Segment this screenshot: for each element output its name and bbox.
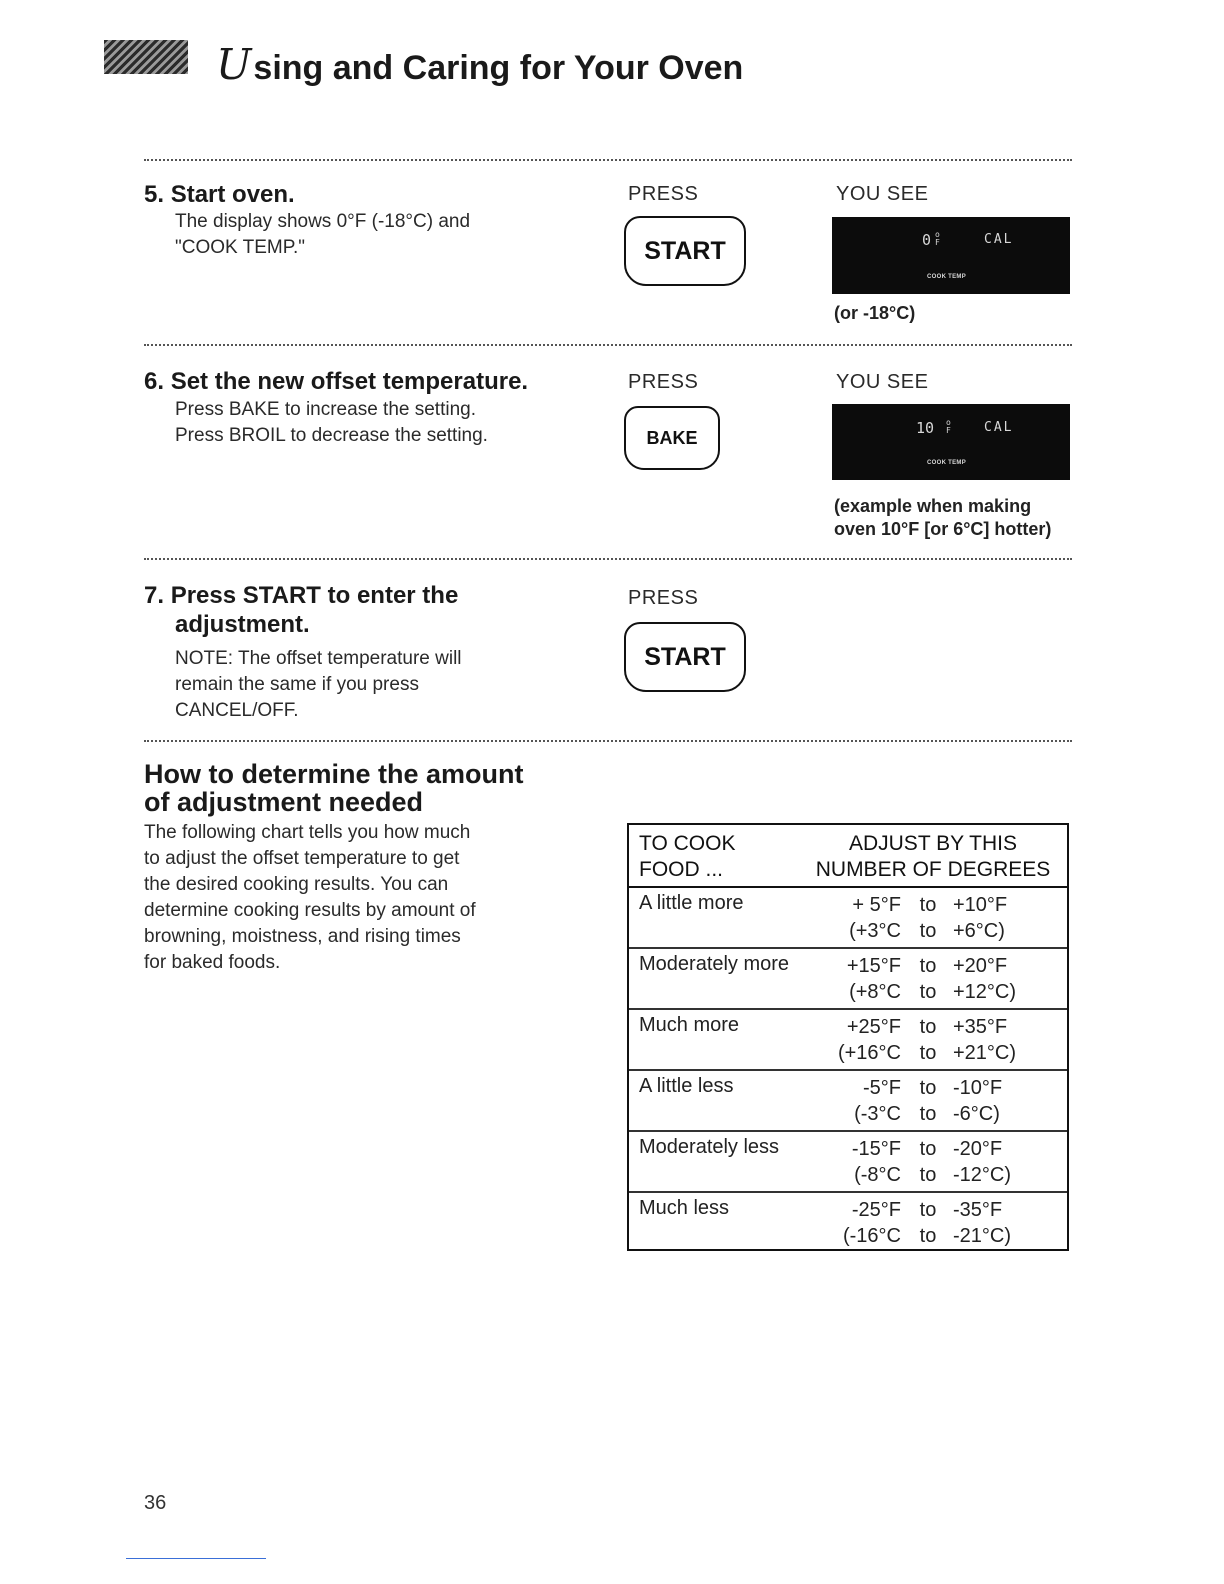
header-line: TO COOK — [639, 832, 736, 855]
step-6-caption-line: oven 10°F [or 6°C] hotter) — [834, 519, 1052, 539]
display-temperature: 10 — [916, 419, 935, 437]
row-c-from: (+8°C — [849, 981, 901, 1003]
header-line: FOOD ... — [639, 858, 723, 881]
page-title-rest: sing and Caring for Your Oven — [253, 49, 744, 87]
row-c-to: +6°C) — [953, 920, 1005, 942]
step-7-title-line: adjustment. — [175, 611, 310, 638]
step-6-caption — [834, 495, 1051, 541]
row-to: to — [919, 1138, 937, 1160]
page-title — [216, 40, 743, 89]
row-f-from: -5°F — [863, 1077, 901, 1099]
row-c-to: +12°C) — [953, 981, 1017, 1003]
row-f-to: +20°F — [953, 955, 1008, 977]
row-to: to — [919, 1199, 937, 1221]
display-unit-degree: o — [946, 418, 951, 427]
row-to: to — [919, 1225, 937, 1247]
row-food: Much less — [639, 1197, 730, 1219]
footer-rule — [126, 1558, 266, 1559]
row-to: to — [919, 1016, 937, 1038]
divider — [144, 344, 1072, 346]
step-7-note-text: The offset temperature will — [233, 648, 462, 669]
row-c-from: (+3°C — [849, 920, 901, 942]
table-header-col1 — [639, 831, 735, 883]
section-title-line: How to determine the amount — [144, 759, 524, 789]
row-c-to: +21°C) — [953, 1042, 1017, 1064]
section-body-line: for baked foods. — [144, 952, 281, 973]
row-c-from: (-16°C — [842, 1225, 901, 1247]
row-food: Moderately more — [639, 953, 790, 975]
step-5-caption: (or -18°C) — [834, 303, 916, 323]
table-header — [629, 825, 1067, 888]
display-mode: CAL — [984, 420, 1014, 435]
oven-display — [832, 404, 1070, 480]
step-7-note-label: NOTE: — [175, 648, 234, 669]
row-to: to — [919, 955, 937, 977]
display-temperature: 0 — [922, 231, 932, 249]
step-6-you-see-label: YOU SEE — [836, 371, 929, 393]
row-f-to: -35°F — [953, 1199, 1003, 1221]
step-7-body-line: remain the same if you press — [175, 674, 419, 695]
step-7-body — [175, 646, 462, 724]
row-f-to: +10°F — [953, 894, 1008, 916]
step-6-number: 6. — [144, 368, 165, 395]
row-to: to — [919, 1077, 937, 1099]
row-f-to: +35°F — [953, 1016, 1008, 1038]
section-body-line: to adjust the offset temperature to get — [144, 848, 460, 869]
table-row — [629, 888, 1067, 949]
step-5-body-line: "COOK TEMP." — [175, 237, 305, 258]
step-7-title — [144, 581, 458, 639]
step-6-title — [144, 367, 528, 396]
step-7-body-line: CANCEL/OFF. — [175, 700, 299, 721]
step-5-body — [175, 209, 470, 261]
step-7-title-line — [144, 581, 458, 610]
start-button[interactable]: START — [624, 622, 746, 692]
row-to: to — [919, 981, 937, 1003]
page-title-initial: U — [216, 40, 252, 89]
row-food: Moderately less — [639, 1136, 780, 1158]
row-c-to: -6°C) — [953, 1103, 1000, 1125]
row-f-to: -20°F — [953, 1138, 1003, 1160]
step-7-press-label: PRESS — [628, 587, 699, 609]
step-6-body-line: Press BAKE to increase the setting. — [175, 399, 476, 420]
start-button[interactable]: START — [624, 216, 746, 286]
row-to: to — [919, 920, 937, 942]
row-c-from: (-8°C — [854, 1164, 901, 1186]
row-food: A little less — [639, 1075, 734, 1097]
divider — [144, 558, 1072, 560]
step-5-body-line: The display shows 0°F (-18°C) and — [175, 211, 471, 232]
row-to: to — [919, 1042, 937, 1064]
divider — [144, 740, 1072, 742]
step-7-title-text: Press START to enter the — [170, 582, 459, 609]
bake-button[interactable]: BAKE — [624, 406, 720, 470]
step-7-number: 7. — [144, 582, 165, 609]
row-food: Much more — [639, 1014, 740, 1036]
row-f-to: -10°F — [953, 1077, 1003, 1099]
display-unit-degree: o — [935, 230, 940, 239]
display-cook-temp-label: COOK TEMP — [927, 274, 967, 280]
row-f-from: + 5°F — [852, 894, 901, 916]
row-f-from: -25°F — [851, 1199, 901, 1221]
row-c-from: (+16°C — [837, 1042, 901, 1064]
row-f-from: -15°F — [851, 1138, 901, 1160]
row-food: A little more — [639, 892, 744, 914]
adjustment-table — [627, 823, 1069, 1251]
step-5-number: 5. — [144, 181, 165, 208]
step-5-press-label: PRESS — [628, 183, 699, 205]
table-row — [629, 1132, 1067, 1193]
step-7-note — [175, 646, 462, 672]
table-header-col2 — [805, 831, 1061, 883]
display-unit-f: F — [946, 426, 951, 435]
header-decorative-icon — [104, 40, 188, 74]
header-line: NUMBER OF DEGREES — [815, 858, 1051, 881]
row-to: to — [919, 1103, 937, 1125]
table-row — [629, 1071, 1067, 1132]
step-6-caption-line: (example when making — [834, 496, 1032, 516]
row-f-from: +25°F — [846, 1016, 901, 1038]
table-row — [629, 949, 1067, 1010]
row-f-from: +15°F — [846, 955, 901, 977]
step-6-title-text: Set the new offset temperature. — [170, 368, 529, 395]
section-body-line: browning, moistness, and rising times — [144, 926, 461, 947]
step-6-body-line: Press BROIL to decrease the setting. — [175, 425, 488, 446]
table-row — [629, 1193, 1067, 1254]
section-body-line: determine cooking results by amount of — [144, 900, 476, 921]
section-title-line: of adjustment needed — [144, 787, 424, 817]
section-body-line: The following chart tells you how much — [144, 822, 471, 843]
display-unit-f: F — [935, 238, 940, 247]
row-to: to — [919, 1164, 937, 1186]
page-number: 36 — [144, 1492, 167, 1514]
row-c-to: -12°C) — [953, 1164, 1012, 1186]
section-body — [144, 820, 476, 976]
oven-display — [832, 217, 1070, 294]
section-body-line: the desired cooking results. You can — [144, 874, 449, 895]
step-5-you-see-label: YOU SEE — [836, 183, 929, 205]
step-5-title-text: Start oven. — [170, 181, 295, 208]
divider — [144, 159, 1072, 161]
step-6-press-label: PRESS — [628, 371, 699, 393]
step-5-title — [144, 180, 295, 209]
row-c-to: -21°C) — [953, 1225, 1012, 1247]
display-mode: CAL — [984, 232, 1014, 247]
display-cook-temp-label: COOK TEMP — [927, 460, 967, 466]
step-6-body — [175, 397, 488, 449]
row-c-from: (-3°C — [854, 1103, 901, 1125]
row-to: to — [919, 894, 937, 916]
header-line: ADJUST BY THIS — [848, 832, 1018, 855]
table-row — [629, 1010, 1067, 1071]
section-title — [144, 760, 524, 816]
